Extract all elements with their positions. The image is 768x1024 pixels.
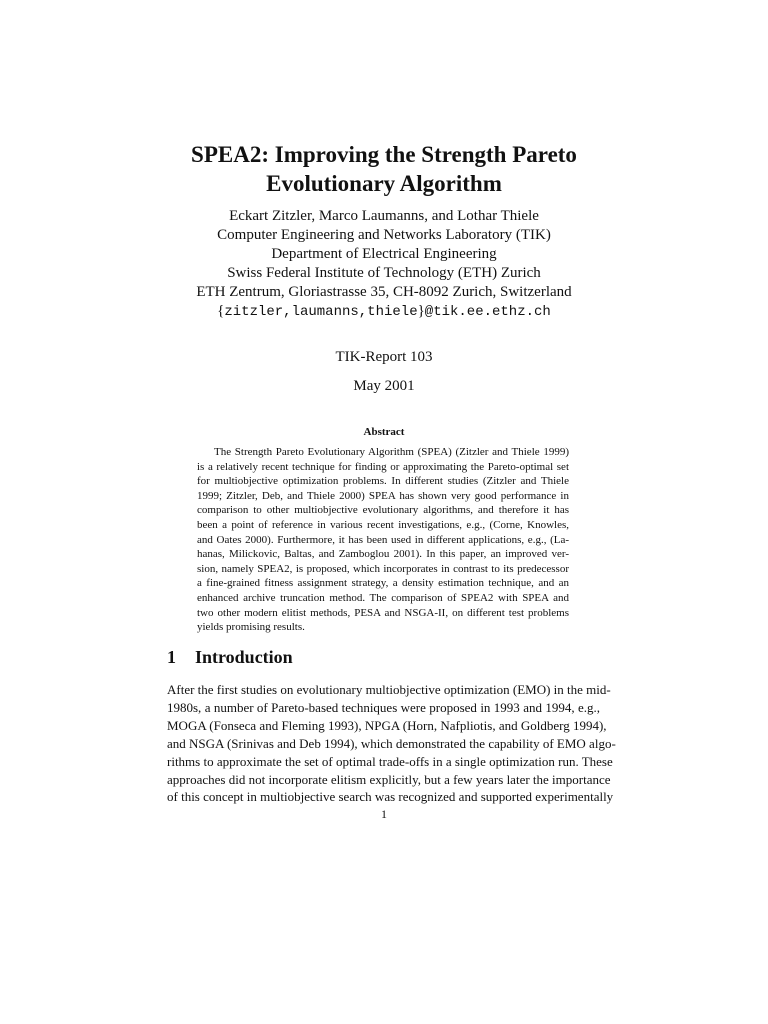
abstract-line: hanas, Milickovic, Baltas, and Zamboglou 2001). In this paper, an improved ver- [197, 548, 569, 561]
author-email [0, 302, 768, 322]
body-line: 1980s, a number of Pareto-based techniques were proposed in 1993 and 1994, e.g., [167, 699, 600, 715]
affiliation-line: Swiss Federal Institute of Technology (ETH) Zurich [227, 265, 541, 281]
abstract-line: a fine-grained fitness assignment strategy, a density estimation technique, and an [197, 577, 569, 590]
email-domain: @tik.ee.ethz.ch [424, 304, 551, 320]
abstract-line: yields promising results. [197, 621, 305, 634]
abstract-line: 1999; Zitzler, Deb, and Thiele 2000) SPEA has shown very good performance in [197, 489, 569, 502]
body-line: MOGA (Fonseca and Fleming 1993), NPGA (Horn, Nafpliotis, and Goldberg 1994), [167, 717, 607, 733]
affiliation-line: Department of Electrical Engineering [271, 246, 497, 262]
section-title: Introduction [195, 647, 293, 667]
publication-date: May 2001 [353, 378, 415, 394]
affiliation-line: ETH Zentrum, Gloriastrasse 35, CH-8092 Zurich, Switzerland [196, 284, 572, 300]
author-names: Eckart Zitzler, Marco Laumanns, and Lothar Thiele [229, 208, 539, 224]
abstract-line: enhanced archive truncation method. The comparison of SPEA2 with SPEA and [197, 591, 569, 604]
body-line: and NSGA (Srinivas and Deb 1994), which demonstrated the capability of EMO algo- [167, 735, 616, 751]
abstract-heading: Abstract [363, 426, 405, 438]
report-number: TIK-Report 103 [335, 349, 433, 365]
email-users: zitzler,laumanns,thiele [224, 304, 418, 320]
abstract-line: and Oates 2000). Furthermore, it has been used in different applications, e.g., (La- [197, 533, 569, 546]
affiliation-line: Computer Engineering and Networks Laboratory (TIK) [217, 227, 551, 243]
body-line: of this concept in multiobjective search was recognized and supported experimentally [167, 789, 614, 805]
abstract-line: two other modern elitist methods, PESA and NSGA-II, on different test problems [197, 606, 569, 619]
author-block [0, 207, 768, 322]
body-line: approaches did not incorporate elitism explicitly, but a few years later the importance [167, 771, 611, 787]
page-number: 1 [381, 807, 387, 821]
abstract-line: sion, namely SPEA2, is proposed, which incorporates in contrast to its predecessor [197, 562, 569, 575]
abstract-line: for multiobjective optimization problems. In different studies (Zitzler and Thiele [197, 475, 569, 488]
abstract-line: is a relatively recent technique for finding or approximating the Pareto-optimal set [197, 460, 569, 473]
paper-title [0, 140, 768, 198]
abstract-line: comparison to other multiobjective evolutionary algorithms, and therefore it has [197, 504, 569, 517]
section-number: 1 [167, 647, 176, 667]
abstract-line: been a point of reference in various recent investigations, e.g., (Corne, Knowles, [197, 518, 569, 531]
title-line: Evolutionary Algorithm [266, 171, 502, 196]
body-line: After the first studies on evolutionary multiobjective optimization (EMO) in the mid- [167, 682, 611, 697]
body-line: rithms to approximate the set of optimal trade-offs in a single optimization run. These [167, 753, 613, 769]
email-brace-close: } [417, 303, 425, 319]
title-line: SPEA2: Improving the Strength Pareto [191, 142, 577, 167]
abstract-body [197, 445, 569, 635]
email-brace-open: { [217, 303, 225, 319]
section-heading [167, 647, 293, 668]
introduction-body [167, 681, 616, 806]
abstract-line: The Strength Pareto Evolutionary Algorithm (SPEA) (Zitzler and Thiele 1999) [214, 446, 569, 458]
